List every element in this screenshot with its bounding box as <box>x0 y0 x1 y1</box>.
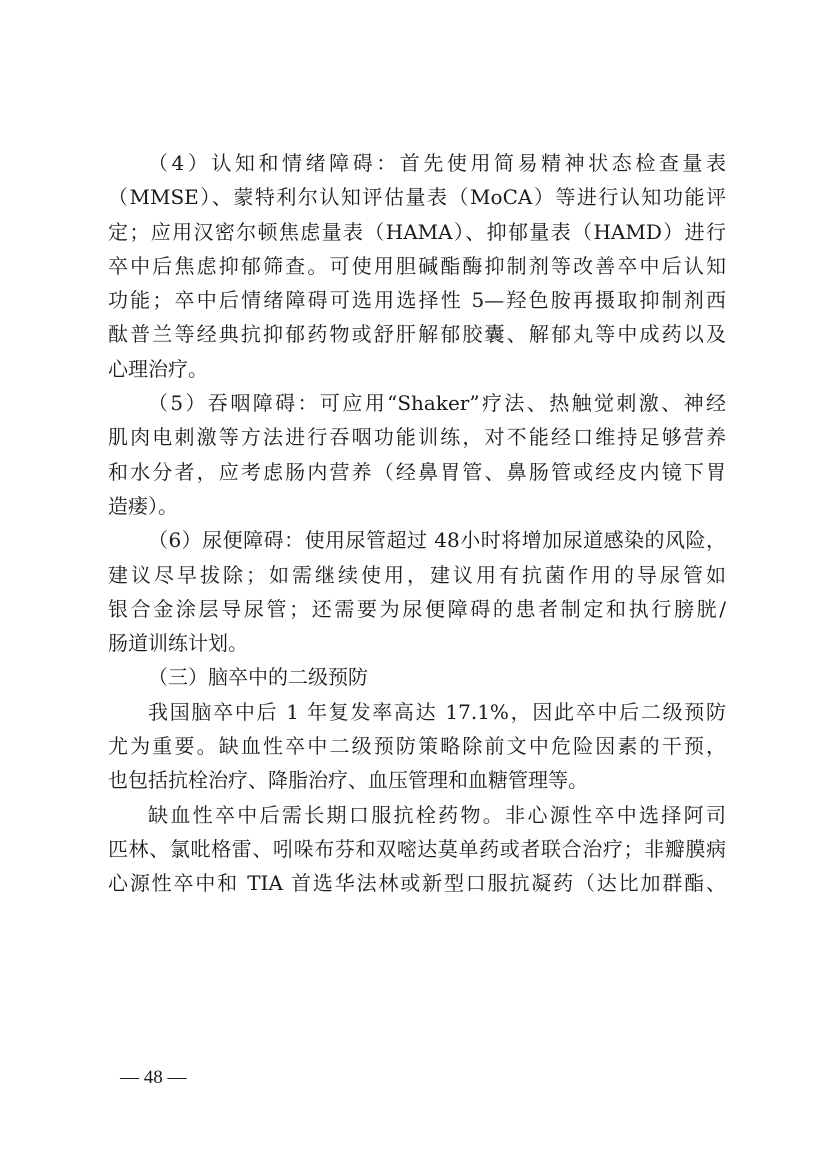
section-heading-text: （三）脑卒中的二级预防 <box>148 665 368 690</box>
text-line: 建议尽早拔除；如需继续使用，建议用有抗菌作用的导尿管如 <box>108 562 726 587</box>
text-line: （5）吞咽障碍：可应用“Shaker”疗法、热触觉刺激、神经 <box>148 391 726 416</box>
page-number: — 48 — <box>120 1067 187 1088</box>
section-heading <box>108 660 726 694</box>
paragraph-recurrence <box>108 695 726 798</box>
text-line: 尤为重要。缺血性卒中二级预防策略除前文中危险因素的干预， <box>108 734 726 759</box>
text-line: （6）尿便障碍：使用尿管超过 48小时将增加尿道感染的风险， <box>148 528 726 553</box>
text-line: 银合金涂层导尿管；还需要为尿便障碍的患者制定和执行膀胱/ <box>108 596 726 621</box>
text-line: 也包括抗栓治疗、降脂治疗、血压管理和血糖管理等。 <box>108 768 588 793</box>
text-line: 功能；卒中后情绪障碍可选用选择性 5—羟色胺再摄取抑制剂西 <box>108 288 726 313</box>
text-line: 定；应用汉密尔顿焦虑量表（HAMA）、抑郁量表（HAMD）进行 <box>108 219 726 244</box>
text-line: 造瘘）。 <box>108 493 178 518</box>
paragraph-urinary-fecal <box>108 523 726 660</box>
text-line: 我国脑卒中后 1 年复发率高达 17.1%，因此卒中后二级预防 <box>148 699 726 724</box>
body-text <box>108 146 726 901</box>
text-line: （4）认知和情绪障碍：首先使用简易精神状态检查量表 <box>148 151 726 175</box>
text-line: 卒中后焦虑抑郁筛查。可使用胆碱酯酶抑制剂等改善卒中后认知 <box>108 253 726 278</box>
paragraph-cognitive-emotional <box>108 146 726 386</box>
paragraph-swallowing <box>108 386 726 523</box>
text-line: 心源性卒中和 TIA 首选华法林或新型口服抗凝药（达比加群酯、 <box>108 871 726 896</box>
text-line: 肠道训练计划。 <box>108 631 248 656</box>
text-line: 匹林、氯吡格雷、吲哚布芬和双嘧达莫单药或者联合治疗；非瓣膜病 <box>108 836 726 861</box>
text-line: 和水分者，应考虑肠内营养（经鼻胃管、鼻肠管或经皮内镜下胃 <box>108 459 726 484</box>
text-line: （MMSE）、蒙特利尔认知评估量表（MoCA）等进行认知功能评 <box>108 185 726 210</box>
paragraph-antithrombotic <box>108 798 726 901</box>
text-line: 心理治疗。 <box>108 356 208 381</box>
text-line: 酞普兰等经典抗抑郁药物或舒肝解郁胶囊、解郁丸等中成药以及 <box>108 322 726 347</box>
text-line: 肌肉电刺激等方法进行吞咽功能训练，对不能经口维持足够营养 <box>108 425 726 450</box>
text-line: 缺血性卒中后需长期口服抗栓药物。非心源性卒中选择阿司 <box>148 802 726 827</box>
